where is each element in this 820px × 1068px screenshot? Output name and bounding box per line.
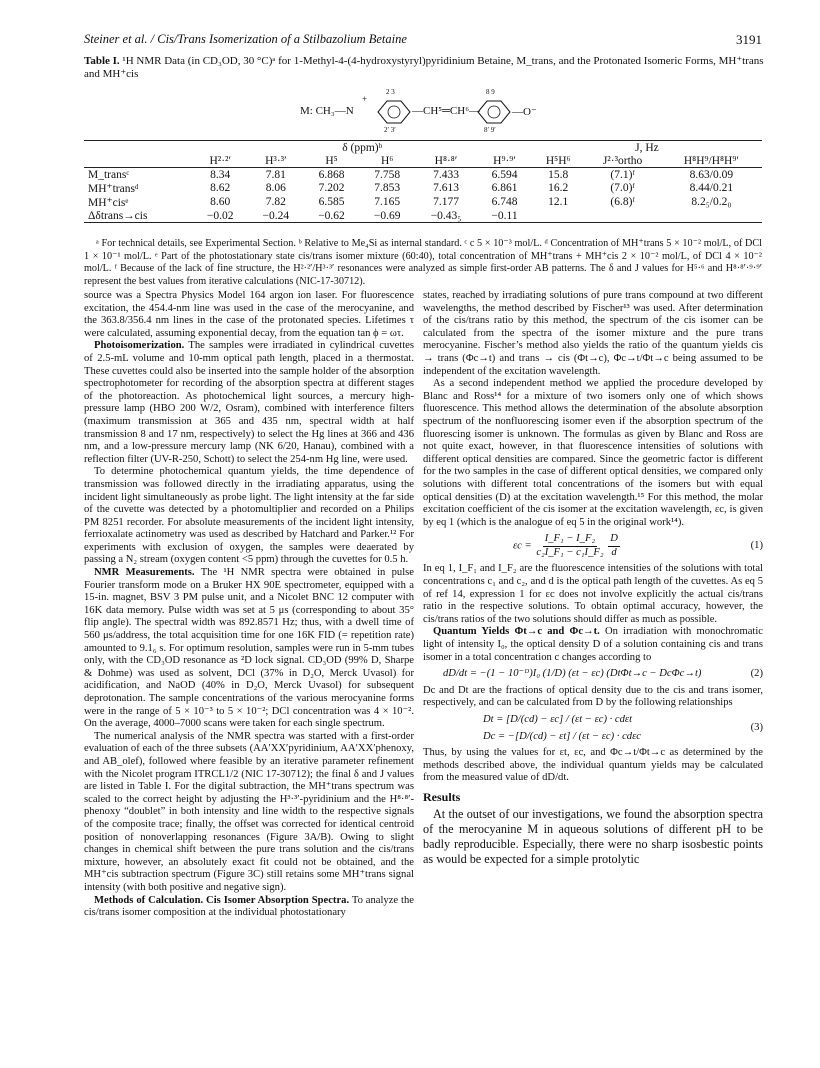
table-cell: 15.8	[548, 168, 569, 181]
structure-suffix: —O⁻	[512, 106, 537, 118]
structure-pos-tl: 2 3	[386, 88, 395, 96]
table-cell: 8.60	[210, 196, 231, 208]
table-cell: (6.8)ᶠ	[610, 196, 635, 208]
eq1-number: (1)	[750, 540, 763, 552]
eq3a-body: Dt = [D/(cd) − εc] / (εt − εc) · cdεt	[483, 714, 633, 725]
equation-1	[423, 533, 763, 559]
table-label: Table I.	[84, 55, 120, 67]
eq1-denominator: c₂I_F₁ − c₁I_F₂	[536, 546, 604, 558]
table-cell: −0.24	[248, 209, 304, 223]
eq1-numerator: I_F₁ − I_F₂	[543, 533, 597, 547]
j-group-header: J, Hz	[532, 141, 762, 155]
eq1-denominator-2: d	[611, 546, 617, 558]
structure-plus: +	[362, 94, 368, 104]
equation-3	[423, 714, 763, 743]
table-cell: 8.2₅/0.2₀	[691, 196, 732, 208]
column-header	[84, 154, 192, 168]
delta-group-header: δ (ppm)ᵇ	[192, 141, 532, 155]
table-cell: M_transᶜ	[88, 168, 130, 181]
eq2-body: dD/dt = −(1 − 10⁻ᴰ)I₀ (1/D) (εt − εc) (DtΦt→c − DcΦc→t)	[443, 668, 702, 680]
paragraph: source was a Spectra Physics Model 164 argon ion laser. For fluorescence excitation, the 454.4-nm line was used in the case of the merocyanine, and the 363.8/356.4 nm lines in the case of the protonated species. Lifetimes τ were calculated, assuming exponential decay, from the equation tan ϕ = ωτ.	[84, 290, 414, 339]
table-footnote: ᵃ For technical details, see Experimental Section. ᵇ Relative to Me₄Si as internal standard. ᶜ c 5 × 10⁻³ mol/L. ᵈ Concentration of MH⁺trans 5 × 10⁻² mol/L, of DCl 1 × 10⁻¹ mol/L. ᵉ Part of the photostationary state cis/trans isomer mixture (60:40), total concentration of MH⁺trans + MH⁺cis 2 × 10⁻² mol/L, of DCl 4 × 10⁻² mol/L. ᶠ Because of the lack of fine structure, the H²·²′/H³·³′ resonances were analyzed as simple first-order AB patterns. The δ and J values for H⁵·⁶ and H⁸·⁸′·⁹·⁹′ represent the best values from iterative calculations (NIC-17-30712).	[84, 238, 762, 287]
eq3b-body: Dc = −[D/(cd) − εt] / (εt − εc) · cdεc	[483, 730, 641, 742]
running-title: Steiner et al. / Cis/Trans Isomerization of a Stilbazolium Betaine	[84, 32, 407, 46]
table-cell: 8.06	[265, 182, 286, 194]
table-cell: 6.585	[318, 196, 345, 208]
nmr-data-table	[84, 140, 762, 223]
table-cell: 7.82	[265, 196, 286, 208]
table-cell: 6.861	[491, 182, 518, 194]
table-cell: −0.11	[477, 209, 532, 223]
table-cell: 8.44/0.21	[689, 182, 734, 194]
paragraph-text: The samples were irradiated in cylindrical cuvettes of 2.5-mL volume and 10-mm optical path length, placed in a thermostat. These cuvettes could also be inserted into the sample holder of the absorption spectrophotometer for recording of the absorption spectra at different stages of the photoreaction. As photochemical light sources, a mercury high-pressure lamp (HBO 200 W/2, Osram), combined with interference filters (maximum transmission at 365 and 435 nm, spectral width at half transmission 8 and 17 nm, respectively) to select the Hg lines at 366 and 436 nm, and a low-pressure mercury lamp (NK 6/20, Hanau), combined with a reflection filter (UV-R-250, Schott) to select the 254-nm Hg line, were used.	[84, 340, 414, 465]
table-cell: −0.43₅	[415, 209, 477, 223]
paragraph: To determine photochemical quantum yields, the time dependence of transmission was followed directly in the irradiating apparatus, using the incident light simultaneously as probe light. The light intensity at the far side of the cuvette was detected by a photomultiplier and recorded on a Philips PM 8251 recorder. For absolute measurements of the incident light intensity, ferrioxalate actinometry was used as described by Hatchard and Parker.¹² For experiments with exclusion of oxygen, the samples were deaerated by passing a N₂ stream (oxygen content <5 ppm) through the cuvettes for 0.5 h.	[84, 466, 414, 566]
equation-2	[423, 668, 763, 681]
paragraph: The numerical analysis of the NMR spectra was started with a first-order evaluation of each of the three subsets (AA′XX′pyridinium, AA′XX′phenoxy, and AB_olef), followed where feasible by an iterative parameter refinement with the Nicolet program ITRCL1/2 (NIC 17-30712); the final δ and J values are listed in Table I. For the digital subtraction, the MH⁺trans spectrum was scaled to the correct height by adjusting the H³·³′-pyridinium and the H⁸·⁸′-phenoxy “doublet” in both intensity and line width to the respective signals of the composite trace; finally, the offset was corrected for identical centroid position of nonoverlapping resonances (Figure 3A/B). Owing to slight changes in chemical shift between the pure trans solution and the cis/trans mixture, however, an absolutely exact fit could not be obtained, and the MH⁺cis subtraction spectrum (Figure 3C) still retains some MH⁺trans signal intensity (with both positive and negative sign).	[84, 730, 414, 893]
column-header: H⁸·⁸′	[415, 154, 477, 168]
results-heading: Results	[423, 789, 461, 804]
table-cell: 7.165	[374, 196, 401, 208]
table-cell: 7.81	[265, 168, 286, 181]
table-cell: 7.758	[374, 168, 401, 181]
table-cell	[584, 209, 660, 223]
paragraph: As a second independent method we applied the procedure developed by Blanc and Ross¹⁴ for a mixture of two isomers only one of which shows fluorescence. This method allows the determination of the absolute absorption spectrum of the nonfluorescing isomer even if the absorption spectrum of the fluorescing isomer is unknown. The formulas as given by Blanc and Ross are not quite exact, however, in that fluorescence intensities of solutions with different optical densities are compared. Since the geometric factor is different for the two samples in the case of different optical densities, we compared only solutions with different total concentrations of the isomers but with equal optical densities (D) at the excitation wavelength.¹⁵ For this method, the molar excitation coefficient of the cis isomer at the excitation wavelength, εc, is given by eq 1 (which is the analogue of eq 5 in the original work¹⁴).	[423, 378, 763, 528]
eq3-number: (3)	[750, 722, 763, 734]
column-header: J²·³ortho	[584, 154, 660, 168]
table-caption-text: ¹H NMR Data (in CD₃OD, 30 °C)ᵃ for 1-Methyl-4-(4-hydroxystyryl)pyridinium Betaine, M_trans, and the Protonated Isomeric Forms, MH⁺trans and MH⁺cis	[84, 55, 764, 80]
table-row	[84, 209, 762, 223]
table-cell: 8.62	[210, 182, 231, 194]
paragraph	[84, 340, 414, 466]
paragraph	[84, 895, 414, 920]
column-header: H⁵H⁶	[532, 154, 584, 168]
structure-pos-bl: 2′ 3′	[384, 126, 396, 134]
table-group-header-row	[84, 141, 762, 155]
table-cell: (7.1)ᶠ	[610, 168, 635, 181]
table-caption	[84, 55, 764, 81]
table-row	[84, 181, 762, 195]
eq1-fraction	[534, 533, 605, 559]
paragraph	[84, 567, 414, 731]
paragraph: states, reached by irradiating solutions of pure trans compound at two different wavelengths, the method described by Fischer¹³ was used. After determination of the cis/trans ratio by this method, the spectrum of the cis isomer can be calculated from the spectra of the isomer mixture and the pure trans merocyanine. Fischer’s method also yields the ratio of the quantum yields cis → trans (Φc→t) and trans → cis (Φt→c), Φc→t/Φt→c being assumed to be independent of the excitation wavelength.	[423, 290, 763, 377]
table-cell: Δδtrans→cis	[84, 209, 192, 223]
column-header: H⁶	[359, 154, 415, 168]
table-cell: 7.433	[433, 168, 459, 181]
section-heading: Photoisomerization.	[94, 340, 185, 352]
structure-pos-tr: 8 9	[486, 88, 495, 96]
table-cell: 8.34	[210, 168, 231, 181]
right-column	[423, 290, 763, 867]
table-cell: 16.2	[548, 182, 569, 194]
eq1-numerator-2: D	[608, 533, 620, 547]
eq1-fraction-2	[608, 533, 620, 559]
paragraph: Dc and Dt are the fractions of optical density due to the cis and trans isomer, respectively, and can be calculated from D by the following relationships	[423, 684, 763, 709]
table-cell: −0.02	[192, 209, 248, 223]
paragraph-text: On irradiation with monochromatic light of intensity I₀, the optical density D of a solution containing cis and trans isomer in a total concentration c changes according to	[423, 626, 763, 663]
table-cell: 12.1	[548, 196, 569, 208]
table-cell: 6.748	[491, 196, 518, 208]
section-heading: NMR Measurements.	[94, 567, 195, 579]
table-cell: 6.594	[491, 168, 518, 181]
table-cell: −0.69	[359, 209, 415, 223]
table-row	[84, 195, 762, 209]
page-number: 3191	[736, 32, 762, 47]
paragraph: In eq 1, I_F₁ and I_F₂ are the fluorescence intensities of the solutions with total concentrations c₁ and c₂, and d is the optical path length of the cuvettes. As eq 5 of ref 14, expression 1 for εc does not involve explicitly the actual cis/trans ratio in the respective solutions. To obtain optimal accuracy, however, the cis/trans ratios of the two solutions should differ as much as possible.	[423, 563, 763, 625]
paragraph-text: To analyze the cis/trans isomer composition at the individual photostationary	[84, 894, 414, 919]
table-cell	[661, 209, 762, 223]
left-column	[84, 290, 414, 920]
chemical-structure	[300, 88, 560, 136]
paragraph: At the outset of our investigations, we found the absorption spectra of the merocyanine M in aqueous solutions of different pH to be badly reproducible. Especially, there were no sharp isosbestic points as would be expected for a simple protolytic	[423, 806, 763, 866]
table-cell: 6.868	[318, 168, 345, 181]
column-header: H⁸H⁹/H⁸H⁹′	[661, 154, 762, 168]
table-cell: (7.0)ᶠ	[610, 182, 635, 194]
column-header: H²·²′	[192, 154, 248, 168]
paragraph	[423, 626, 763, 664]
table-cell: 7.202	[318, 182, 345, 194]
column-header: H⁵	[304, 154, 360, 168]
eq2-number: (2)	[750, 668, 763, 680]
table-cell: −0.62	[304, 209, 360, 223]
table-cell: MH⁺cisᵉ	[88, 197, 129, 209]
table-cell	[532, 209, 584, 223]
table-cell: 7.613	[433, 182, 459, 194]
structure-prefix: M: CH₃—N	[300, 105, 354, 117]
section-heading: Methods of Calculation. Cis Isomer Absorption Spectra.	[94, 894, 350, 906]
section-heading: Quantum Yields Φt→c and Φc→t.	[433, 626, 600, 638]
table-header-row	[84, 154, 762, 168]
column-header: H⁹·⁹′	[477, 154, 532, 168]
table-cell: 8.63/0.09	[689, 168, 734, 181]
paragraph-text: The ¹H NMR spectra were obtained in pulse Fourier transform mode on a Bruker HX 90E spectrometer, equipped with a 15-in. magnet, BSV 3 PM pulse unit, and a Nicolet BNC 12 computer with 16K data memory. Pulse width was set at 5 μs (corresponding to about 35° flip angle). The spectral width was 892.8571 Hz; thus, with a dwell time of 560 μs/address, the total acquisition time for one 16K FID (= repetition rate) amounted to 9.1₆ s. For optimum resolution, samples were run in 5-mm tubes only, with the CD₃OD resonance as ²D lock signal. CD₃OD (99% D, Sharpe & Dohme) was used as solvent, DCl (37% in D₂O, Merck Uvasol) for acidification, and NaOD (40% in D₂O, Merck Uvasol) for subsequent deprotonation. The sample concentrations of the various merocyanine forms were in the range of 5 × 10⁻³ to 5 × 10⁻²; DCl concentration was 4 × 10⁻². On the average, 4000–7000 scans were taken for each single spectrum.	[84, 567, 414, 730]
eq1-lhs: εc =	[513, 540, 532, 552]
structure-middle: —CH⁵═CH⁶—	[412, 105, 481, 117]
column-header: H³·³′	[248, 154, 304, 168]
paragraph: Thus, by using the values for εt, εc, and Φc→t/Φt→c as determined by the methods described above, the individual quantum yields may be calculated from the measured value of dD/dt.	[423, 747, 763, 784]
structure-pos-br: 8′ 9′	[484, 126, 496, 134]
table-row	[84, 168, 762, 182]
table-cell: 7.853	[374, 182, 401, 194]
table-cell: MH⁺transᵈ	[88, 183, 139, 195]
table-cell: 7.177	[433, 196, 459, 208]
